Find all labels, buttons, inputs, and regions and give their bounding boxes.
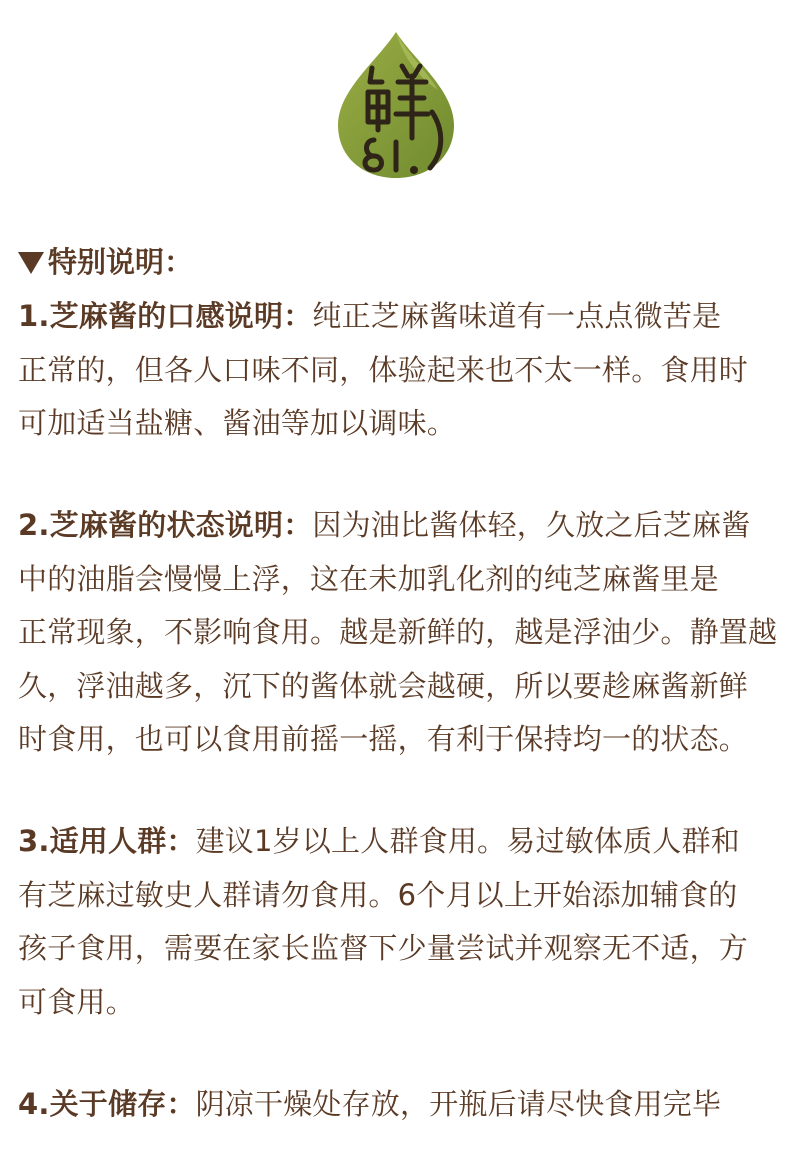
section-text: 可加适当盐糖、酱油等加以调味。: [18, 406, 457, 440]
section-text: 有芝麻过敏史人群请勿食用。6个月以上开始添加辅食的: [18, 877, 738, 912]
state-note-section: [18, 499, 778, 767]
section-text: 久，浮油越多，沉下的酱体就会越硬，所以要趁麻酱新鲜: [18, 668, 749, 703]
triangle-down-icon: [18, 252, 44, 274]
storage-section: [18, 1078, 778, 1132]
taste-note-section: [18, 290, 778, 451]
section-label: 2.芝麻酱的状态说明：: [18, 508, 313, 542]
section-text: 阴凉干燥处存放，开瓶后请尽快食用完毕: [195, 1087, 722, 1121]
section-line: [18, 344, 778, 398]
section-label: 4.关于储存：: [18, 1087, 196, 1121]
section-line: [18, 869, 778, 923]
section-line: [18, 499, 778, 553]
section-text: 建议1岁以上人群食用。易过敏体质人群和: [195, 824, 740, 858]
section-text: 中的油脂会慢慢上浮，这在未加乳化剂的纯芝麻酱里是: [18, 561, 719, 596]
section-label: 1.芝麻酱的口感说明：: [18, 299, 313, 333]
section-line: [18, 922, 778, 976]
target-group-section: [18, 815, 778, 1029]
section-line: [18, 1078, 778, 1132]
section-text: 孩子食用，需要在家长监督下少量尝试并观察无不适，方: [18, 931, 749, 965]
section-line: [18, 976, 778, 1030]
section-line: [18, 606, 778, 660]
heading-text: 特别说明：: [48, 245, 194, 279]
brand-logo: [334, 30, 458, 180]
section-text: 可食用。: [18, 984, 135, 1019]
section-text: 正常的，但各人口味不同，体验起来也不太一样。食用时: [18, 352, 749, 387]
section-text: 正常现象，不影响食用。越是新鲜的，越是浮油少。静置越: [18, 615, 778, 649]
section-label: 3.适用人群：: [18, 824, 196, 858]
section-line: [18, 397, 778, 451]
section-line: [18, 553, 778, 607]
section-text: 因为油比酱体轻，久放之后芝麻酱: [312, 508, 751, 542]
section-text: 纯正芝麻酱味道有一点点微苦是: [312, 299, 722, 333]
leaf-drop-icon: [334, 30, 458, 180]
section-line: [18, 713, 778, 767]
section-line: [18, 815, 778, 869]
section-heading: [18, 240, 193, 284]
section-text: 时食用，也可以食用前摇一摇，有利于保持均一的状态。: [18, 722, 749, 756]
section-line: [18, 660, 778, 714]
section-line: [18, 290, 778, 344]
